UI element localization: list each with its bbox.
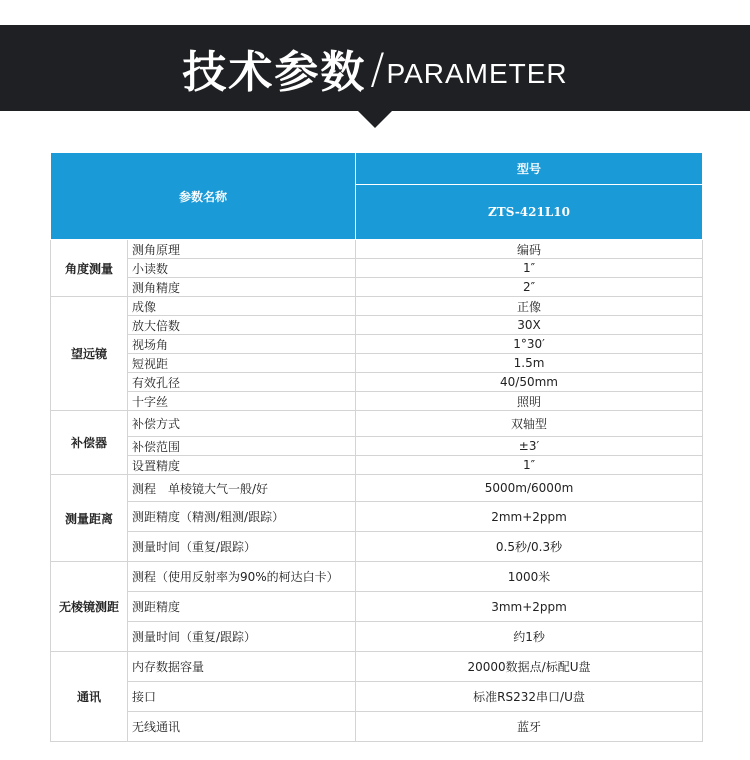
param-cell: 放大倍数: [128, 316, 356, 335]
table-row: [51, 373, 703, 392]
value-cell: 2″: [356, 278, 703, 297]
value-cell: 0.5秒/0.3秒: [356, 532, 703, 562]
table-row: [51, 502, 703, 532]
param-cell: 补偿范围: [128, 437, 356, 456]
category-cell: 通讯: [51, 652, 128, 742]
param-cell: 成像: [128, 297, 356, 316]
value-cell: 约1秒: [356, 622, 703, 652]
param-cell: 测程 单棱镜大气一般/好: [128, 475, 356, 502]
table-row: [51, 316, 703, 335]
param-cell: 十字丝: [128, 392, 356, 411]
param-cell: 无线通讯: [128, 712, 356, 742]
param-cell: 测程（使用反射率为90%的柯达白卡）: [128, 562, 356, 592]
category-cell: 补偿器: [51, 411, 128, 475]
value-cell: 1°30′: [356, 335, 703, 354]
banner-separator: /: [370, 43, 385, 93]
table-row: [51, 437, 703, 456]
param-cell: 测量时间（重复/跟踪）: [128, 622, 356, 652]
table-row: [51, 712, 703, 742]
param-cell: 有效孔径: [128, 373, 356, 392]
category-cell: 角度测量: [51, 240, 128, 297]
value-cell: 1″: [356, 259, 703, 278]
table-row: [51, 354, 703, 373]
value-cell: 正像: [356, 297, 703, 316]
value-cell: 1000米: [356, 562, 703, 592]
value-cell: ±3′: [356, 437, 703, 456]
table-row: [51, 297, 703, 316]
banner-title-english: PARAMETER: [386, 58, 568, 89]
table-header-row: [51, 153, 703, 185]
banner-title-chinese: 技术参数: [182, 47, 367, 98]
table-row: [51, 592, 703, 622]
banner-arrow-icon: [357, 110, 393, 128]
param-cell: 短视距: [128, 354, 356, 373]
value-cell: 蓝牙: [356, 712, 703, 742]
table-row: [51, 411, 703, 437]
value-cell: 1″: [356, 456, 703, 475]
param-cell: 测角原理: [128, 240, 356, 259]
table-row: [51, 335, 703, 354]
param-cell: 接口: [128, 682, 356, 712]
spec-table: [50, 152, 703, 742]
param-cell: 测距精度（精测/粗测/跟踪）: [128, 502, 356, 532]
value-cell: 40/50mm: [356, 373, 703, 392]
value-cell: 20000数据点/标配U盘: [356, 652, 703, 682]
param-cell: 内存数据容量: [128, 652, 356, 682]
header-param-name: 参数名称: [51, 153, 356, 240]
table-row: [51, 456, 703, 475]
value-cell: 编码: [356, 240, 703, 259]
table-row: [51, 278, 703, 297]
table-row: [51, 259, 703, 278]
banner-title: [0, 25, 750, 111]
table-row: [51, 622, 703, 652]
param-cell: 小读数: [128, 259, 356, 278]
param-cell: 设置精度: [128, 456, 356, 475]
value-cell: 5000m/6000m: [356, 475, 703, 502]
param-cell: 补偿方式: [128, 411, 356, 437]
table-row: [51, 475, 703, 502]
table-row: [51, 392, 703, 411]
value-cell: 照明: [356, 392, 703, 411]
param-cell: 视场角: [128, 335, 356, 354]
param-cell: 测量时间（重复/跟踪）: [128, 532, 356, 562]
table-row: [51, 652, 703, 682]
value-cell: 30X: [356, 316, 703, 335]
value-cell: 1.5m: [356, 354, 703, 373]
param-cell: 测角精度: [128, 278, 356, 297]
table-row: [51, 682, 703, 712]
table-row: [51, 532, 703, 562]
category-cell: 测量距离: [51, 475, 128, 562]
category-cell: 无棱镜测距: [51, 562, 128, 652]
header-model-value: ZTS-421L10: [356, 185, 703, 240]
category-cell: 望远镜: [51, 297, 128, 411]
param-cell: 测距精度: [128, 592, 356, 622]
value-cell: 2mm+2ppm: [356, 502, 703, 532]
value-cell: 标准RS232串口/U盘: [356, 682, 703, 712]
title-banner: [0, 25, 750, 111]
table-row: [51, 562, 703, 592]
header-model-label: 型号: [356, 153, 703, 185]
value-cell: 3mm+2ppm: [356, 592, 703, 622]
value-cell: 双轴型: [356, 411, 703, 437]
table-row: [51, 240, 703, 259]
